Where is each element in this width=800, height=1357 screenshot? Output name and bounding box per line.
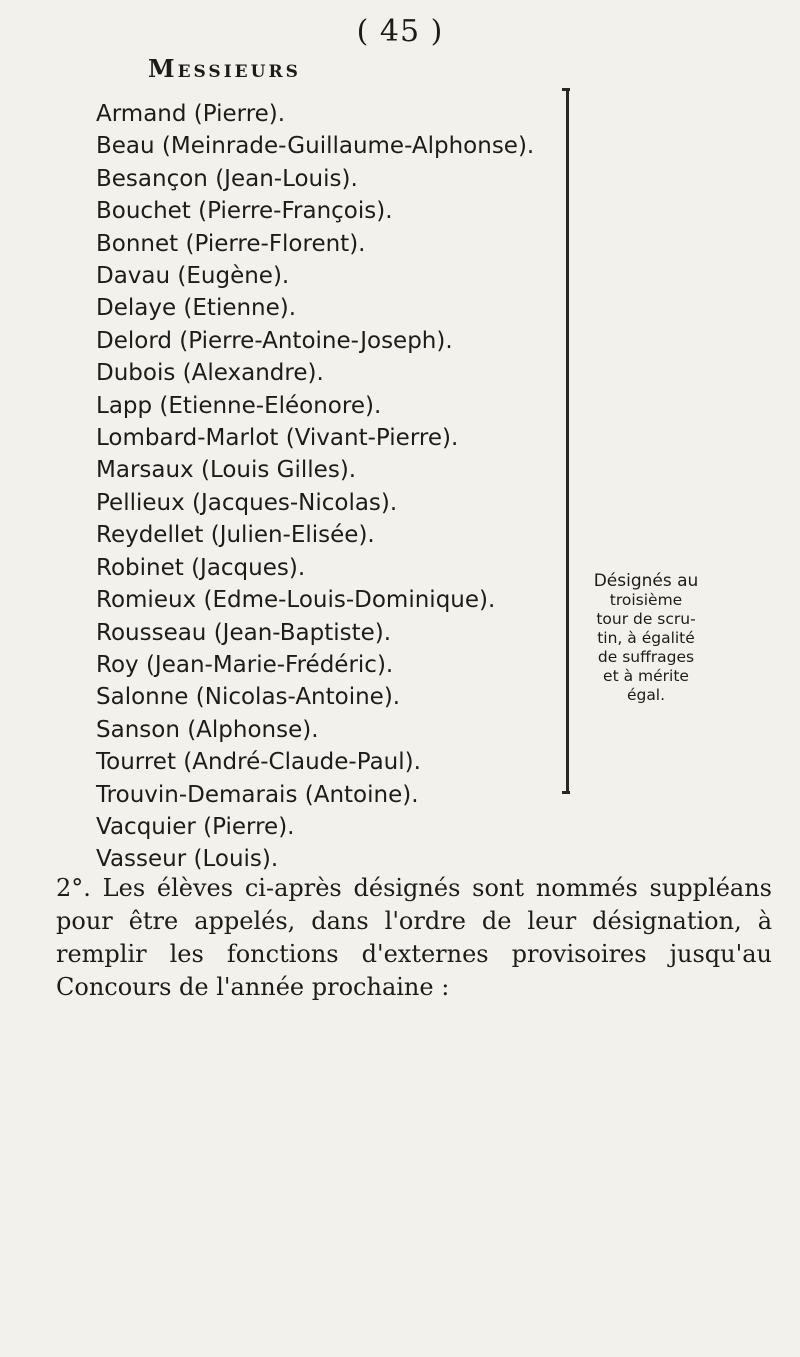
margin-note-line: tin, à égalité [597,629,695,647]
list-item: Robinet (Jacques). [96,554,306,581]
list-item: Vasseur (Louis). [96,846,279,873]
list-item: Delord (Pierre-Antoine-Joseph). [96,327,453,354]
body-paragraph: 2°. Les élèves ci-après désignés sont nommés suppléans pour être appelés, dans l'ordre de leur désignation, à remplir les fonctions d'externes provisoires jusqu'au Concours de l'année prochaine : [56,874,772,1001]
list-item: Roy (Jean-Marie-Frédéric). [96,651,394,678]
margin-note-line: de suffrages [597,648,695,666]
list-item: Lombard-Marlot (Vivant-Pierre). [96,425,459,452]
list-item: Besançon (Jean-Louis). [96,165,358,192]
margin-note-line: Désignés au [593,571,699,591]
section-header: Messieurs [148,54,301,83]
list-item: Reydellet (Julien-Elisée). [96,522,375,549]
list-item: Marsaux (Louis Gilles). [96,457,357,484]
list-item: Davau (Eugène). [96,263,290,290]
list-item: Sanson (Alphonse). [96,716,319,743]
list-item: Trouvin-Demarais (Antoine). [96,781,419,808]
bracket-tick-bottom [562,791,570,794]
list-item: Romieux (Edme-Louis-Dominique). [96,587,496,614]
margin-note [576,572,716,705]
list-item: Dubois (Alexandre). [96,360,324,387]
margin-note-line: égal. [626,686,666,704]
margin-note-line: et à mérite [603,667,689,685]
list-item: Pellieux (Jacques-Nicolas). [96,489,398,516]
list-item: Armand (Pierre). [96,101,286,127]
list-item: Delaye (Etienne). [96,295,297,322]
list-item: Beau (Meinrade-Guillaume-Alphonse). [96,133,535,160]
margin-note-line: tour de scru- [596,610,696,628]
list-item: Lapp (Etienne-Eléonore). [96,392,382,419]
list-item: Bonnet (Pierre-Florent). [96,230,366,257]
margin-note-line: troisième [609,591,683,609]
list-item: Salonne (Nicolas-Antoine). [96,684,401,711]
list-item: Vacquier (Pierre). [96,813,295,840]
list-item: Bouchet (Pierre-François). [96,198,393,225]
page-number: ( 45 ) [356,14,444,49]
grouping-bracket [566,88,569,794]
list-item: Rousseau (Jean-Baptiste). [96,619,392,646]
names-list [96,98,534,876]
list-item: Tourret (André-Claude-Paul). [96,749,421,776]
